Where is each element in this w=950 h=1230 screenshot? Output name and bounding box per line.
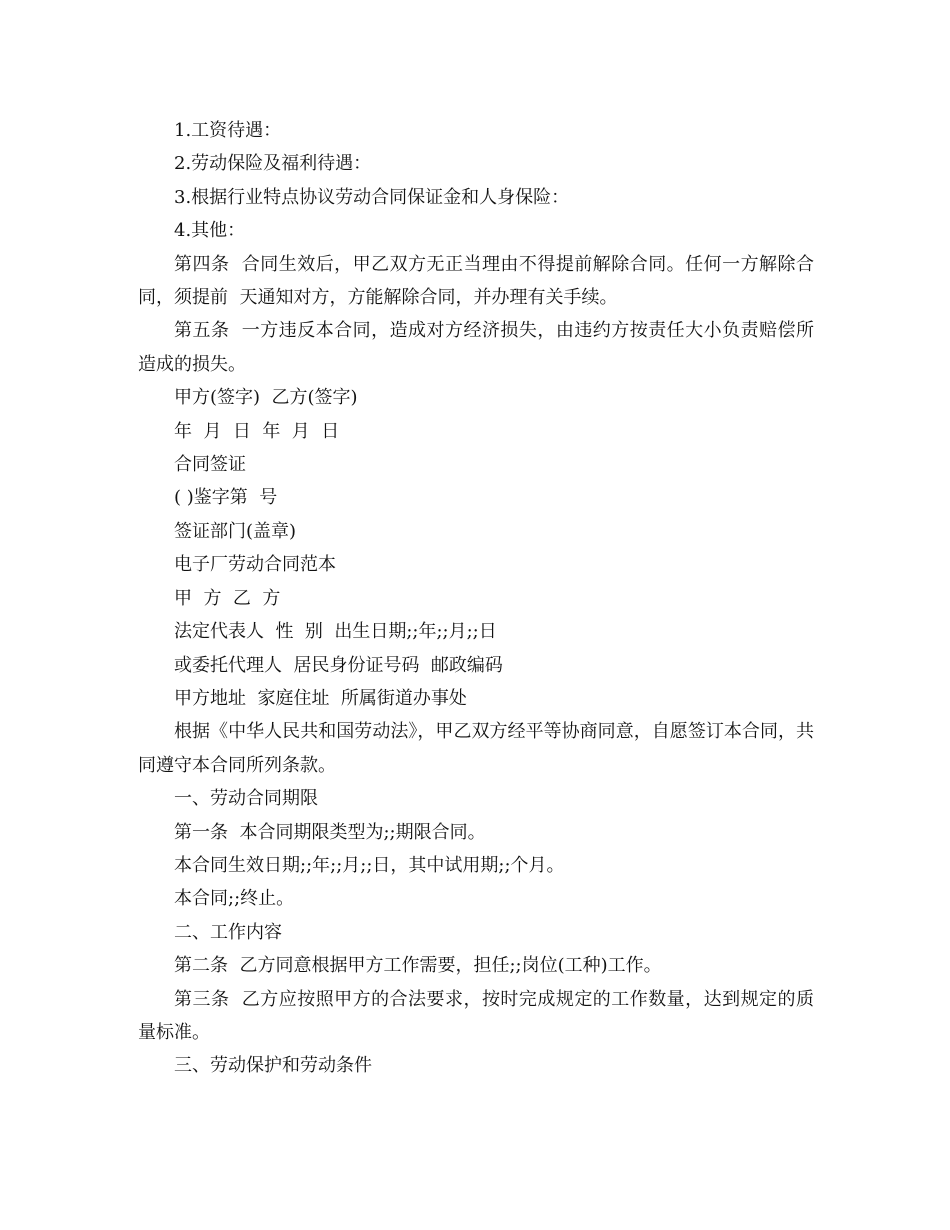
paragraph-visa-number: ( )鉴字第 号 xyxy=(174,487,278,509)
section-heading-work: 二、工作内容 xyxy=(174,921,282,943)
paragraph-article-1: 第一条 本合同期限类型为;;期限合同。 xyxy=(174,821,486,843)
paragraph-effective-date: 本合同生效日期;;年;;月;;日，其中试用期;;个月。 xyxy=(174,854,565,876)
paragraph-insurance: 2.劳动保险及福利待遇： xyxy=(174,153,372,175)
paragraph-preamble: 根据《中华人民共和国劳动法》，甲乙双方经平等协商同意，自愿签订本合同，共同遵守本合同所列条款。 xyxy=(138,721,814,776)
paragraph-article-3: 第三条 乙方应按照甲方的合法要求，按时完成规定的工作数量，达到规定的质量标准。 xyxy=(138,988,814,1043)
paragraph-parties: 甲 方 乙 方 xyxy=(174,587,281,609)
section-heading-term: 一、劳动合同期限 xyxy=(174,788,318,810)
paragraph-article-2: 第二条 乙方同意根据甲方工作需要，担任;;岗位(工种)工作。 xyxy=(174,955,662,977)
paragraph-address: 甲方地址 家庭住址 所属街道办事处 xyxy=(174,687,467,709)
paragraph-contract-visa: 合同签证 xyxy=(174,454,246,476)
paragraph-article-4: 第四条 合同生效后，甲乙双方无正当理由不得提前解除合同。任何一方解除合同，须提前 天通知对方，方能解除合同，并办理有关手续。 xyxy=(138,253,814,309)
paragraph-template-title: 电子厂劳动合同范本 xyxy=(174,554,336,576)
paragraph-other: 4.其他： xyxy=(174,220,246,242)
paragraph-wage: 1.工资待遇： xyxy=(174,120,282,141)
paragraph-deposit: 3.根据行业特点协议劳动合同保证金和人身保险： xyxy=(174,186,570,208)
paragraph-signature-dates: 年 月 日 年 月 日 xyxy=(174,420,340,442)
paragraph-termination: 本合同;;终止。 xyxy=(174,888,295,910)
paragraph-agent: 或委托代理人 居民身份证号码 邮政编码 xyxy=(174,654,503,676)
paragraph-visa-department: 签证部门(盖章) xyxy=(174,520,297,542)
paragraph-article-5: 第五条 一方违反本合同，造成对方经济损失，由违约方按责任大小负责赔偿所造成的损失。 xyxy=(138,320,814,375)
paragraph-legal-rep: 法定代表人 性 别 出生日期;;年;;月;;日 xyxy=(174,621,497,643)
section-heading-protection: 三、劳动保护和劳动条件 xyxy=(174,1055,372,1077)
paragraph-signatures: 甲方(签字) 乙方(签字) xyxy=(174,387,358,409)
document-body xyxy=(138,114,814,1083)
